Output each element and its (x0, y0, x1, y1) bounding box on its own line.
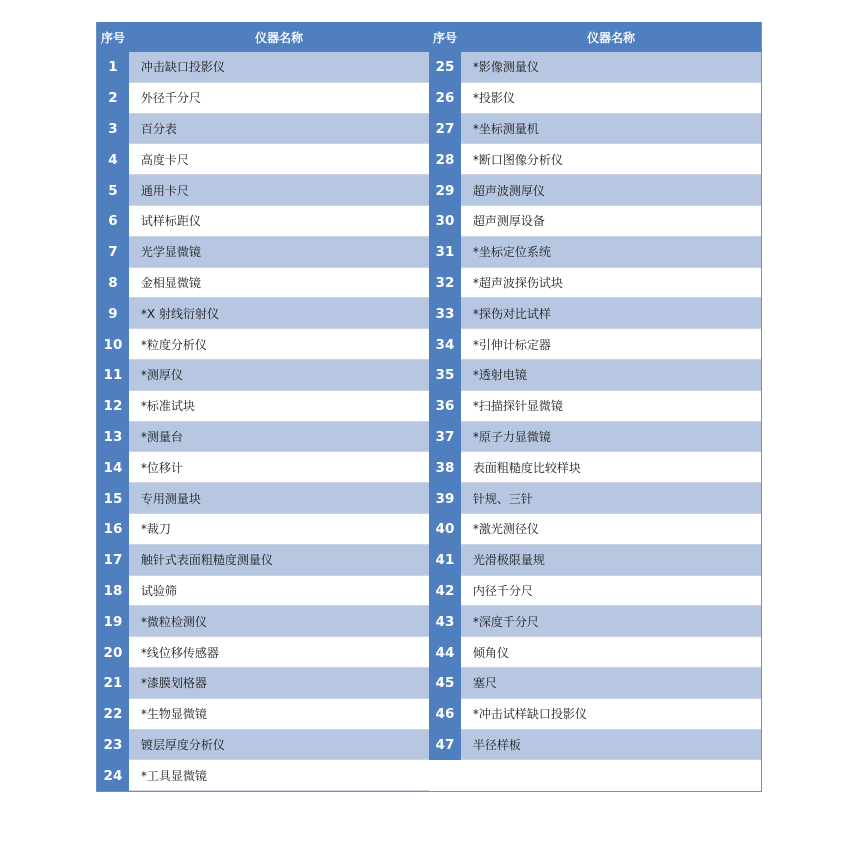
serial-number-left: 3 (97, 114, 129, 145)
table-row (97, 699, 761, 730)
serial-number-left: 23 (97, 730, 129, 761)
table-row (97, 637, 761, 668)
serial-number-left: 9 (97, 298, 129, 329)
table-row (97, 237, 761, 268)
table-row (97, 360, 761, 391)
instrument-name-right: *透射电镜 (461, 360, 761, 391)
serial-number-right: 43 (429, 606, 461, 637)
serial-number-left: 6 (97, 206, 129, 237)
table-row (97, 114, 761, 145)
serial-number-left: 10 (97, 329, 129, 360)
instrument-name-right: *原子力显微镜 (461, 422, 761, 453)
serial-number-left: 14 (97, 452, 129, 483)
header-name-left: 仪器名称 (129, 22, 429, 52)
instrument-name-left: 专用测量块 (129, 483, 429, 514)
instrument-name-left: *粒度分析仪 (129, 329, 429, 360)
instrument-name-left: *X 射线衍射仪 (129, 298, 429, 329)
serial-number-right: 25 (429, 52, 461, 83)
instrument-name-left: *标准试块 (129, 391, 429, 422)
table-row (97, 514, 761, 545)
instrument-name-left: 百分表 (129, 114, 429, 145)
serial-number-left: 8 (97, 268, 129, 299)
table-row (97, 668, 761, 699)
instrument-name-right: *坐标定位系统 (461, 237, 761, 268)
serial-number-left: 19 (97, 606, 129, 637)
table-row (97, 83, 761, 114)
serial-number-left: 17 (97, 545, 129, 576)
serial-number-right: 34 (429, 329, 461, 360)
instrument-name-left: 镀层厚度分析仪 (129, 730, 429, 761)
instrument-name-right: *断口图像分析仪 (461, 144, 761, 175)
serial-number-left: 18 (97, 576, 129, 607)
serial-number-left: 24 (97, 760, 129, 791)
serial-number-left: 21 (97, 668, 129, 699)
instrument-name-right: 超声测厚设备 (461, 206, 761, 237)
instrument-name-right: 塞尺 (461, 668, 761, 699)
serial-number-right: 37 (429, 422, 461, 453)
instrument-name-right: *超声波探伤试块 (461, 268, 761, 299)
serial-number-right: 42 (429, 576, 461, 607)
instrument-name-left: 触针式表面粗糙度测量仪 (129, 545, 429, 576)
serial-number-left: 1 (97, 52, 129, 83)
table-row (97, 391, 761, 422)
serial-number-left: 15 (97, 483, 129, 514)
instrument-name-right: 表面粗糙度比较样块 (461, 452, 761, 483)
serial-number-right: 29 (429, 175, 461, 206)
serial-number-left: 7 (97, 237, 129, 268)
serial-number-right: 41 (429, 545, 461, 576)
table-row (97, 144, 761, 175)
header-name-right: 仪器名称 (461, 22, 761, 52)
instrument-name-left: *线位移传感器 (129, 637, 429, 668)
table-row (97, 730, 761, 761)
instrument-name-right: *激光测径仪 (461, 514, 761, 545)
table-row (97, 422, 761, 453)
serial-number-right (429, 760, 461, 791)
instrument-name-right: *坐标测量机 (461, 114, 761, 145)
serial-number-right: 31 (429, 237, 461, 268)
serial-number-right: 26 (429, 83, 461, 114)
serial-number-right: 27 (429, 114, 461, 145)
serial-number-right: 32 (429, 268, 461, 299)
instrument-name-left: 光学显微镜 (129, 237, 429, 268)
instrument-name-right: 倾角仪 (461, 637, 761, 668)
serial-number-left: 22 (97, 699, 129, 730)
instrument-name-right: *冲击试样缺口投影仪 (461, 699, 761, 730)
instrument-name-right: 内径千分尺 (461, 576, 761, 607)
table-row (97, 576, 761, 607)
instrument-table (96, 22, 762, 792)
table-row (97, 452, 761, 483)
instrument-name-right: *影像测量仪 (461, 52, 761, 83)
table-header (97, 22, 761, 52)
serial-number-right: 39 (429, 483, 461, 514)
serial-number-left: 4 (97, 144, 129, 175)
serial-number-left: 20 (97, 637, 129, 668)
instrument-name-right: *深度千分尺 (461, 606, 761, 637)
instrument-name-right (461, 760, 761, 791)
table-row (97, 760, 761, 791)
instrument-name-right: 针规、三针 (461, 483, 761, 514)
instrument-name-left: *裁刀 (129, 514, 429, 545)
instrument-name-left: 试验筛 (129, 576, 429, 607)
instrument-name-left: *测厚仪 (129, 360, 429, 391)
table-row (97, 298, 761, 329)
serial-number-left: 2 (97, 83, 129, 114)
instrument-name-left: *工具显微镜 (129, 760, 429, 791)
serial-number-right: 40 (429, 514, 461, 545)
instrument-name-left: 外径千分尺 (129, 83, 429, 114)
serial-number-right: 30 (429, 206, 461, 237)
instrument-name-right: *投影仪 (461, 83, 761, 114)
table-row (97, 175, 761, 206)
table-body (97, 52, 761, 791)
instrument-name-right: *引伸计标定器 (461, 329, 761, 360)
table-row (97, 606, 761, 637)
instrument-name-right: *探伤对比试样 (461, 298, 761, 329)
serial-number-right: 38 (429, 452, 461, 483)
instrument-name-right: 半径样板 (461, 730, 761, 761)
header-serial-right: 序号 (429, 22, 461, 52)
serial-number-left: 11 (97, 360, 129, 391)
instrument-name-left: 通用卡尺 (129, 175, 429, 206)
instrument-name-left: *位移计 (129, 452, 429, 483)
serial-number-right: 28 (429, 144, 461, 175)
table-row (97, 268, 761, 299)
table-row (97, 545, 761, 576)
instrument-name-left: 高度卡尺 (129, 144, 429, 175)
serial-number-right: 44 (429, 637, 461, 668)
table-row (97, 206, 761, 237)
table-row (97, 483, 761, 514)
instrument-name-left: *漆膜划格器 (129, 668, 429, 699)
table-row (97, 329, 761, 360)
instrument-name-right: 超声波测厚仪 (461, 175, 761, 206)
header-serial-left: 序号 (97, 22, 129, 52)
serial-number-right: 47 (429, 730, 461, 761)
serial-number-left: 12 (97, 391, 129, 422)
serial-number-left: 16 (97, 514, 129, 545)
serial-number-left: 5 (97, 175, 129, 206)
table-row (97, 52, 761, 83)
instrument-name-right: *扫描探针显微镜 (461, 391, 761, 422)
instrument-name-left: 冲击缺口投影仪 (129, 52, 429, 83)
instrument-name-left: 金相显微镜 (129, 268, 429, 299)
serial-number-right: 46 (429, 699, 461, 730)
serial-number-right: 33 (429, 298, 461, 329)
serial-number-right: 45 (429, 668, 461, 699)
instrument-name-left: *测量台 (129, 422, 429, 453)
serial-number-right: 35 (429, 360, 461, 391)
instrument-name-left: *微粒检测仪 (129, 606, 429, 637)
serial-number-right: 36 (429, 391, 461, 422)
instrument-name-left: 试样标距仪 (129, 206, 429, 237)
serial-number-left: 13 (97, 422, 129, 453)
instrument-name-right: 光滑极限量规 (461, 545, 761, 576)
instrument-name-left: *生物显微镜 (129, 699, 429, 730)
